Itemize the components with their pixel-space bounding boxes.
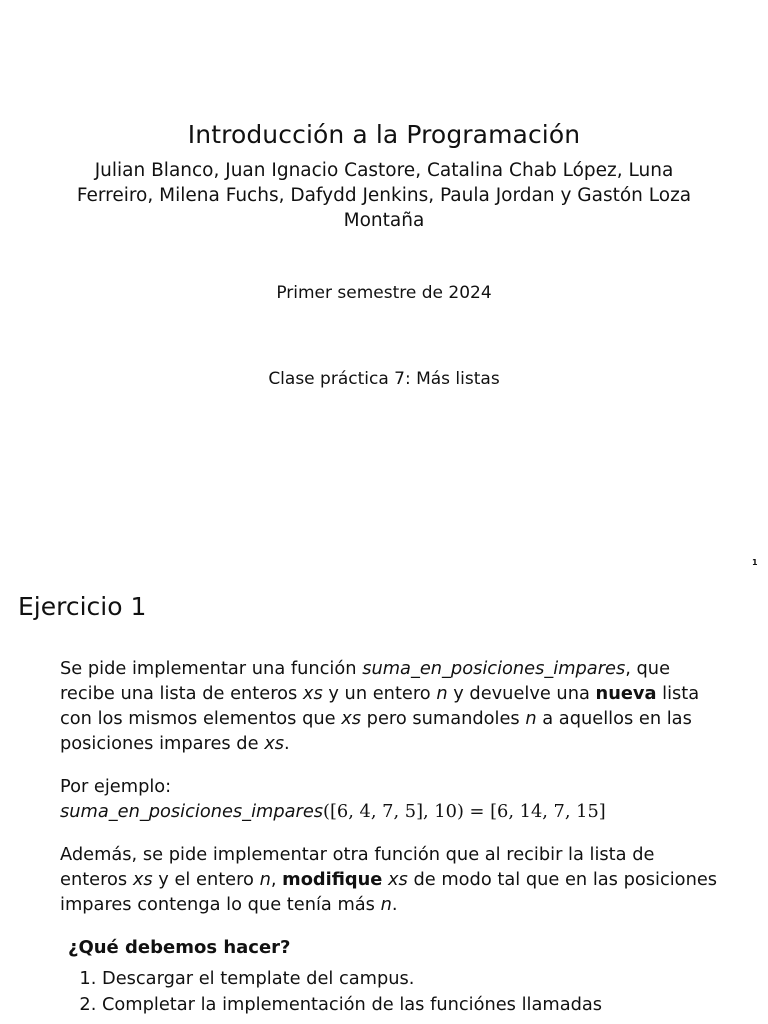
text: y el entero: [152, 869, 260, 890]
text: y devuelve una: [447, 683, 596, 704]
variable-n: n: [436, 683, 448, 704]
text: , que recibe una lista de enteros: [60, 658, 671, 704]
list-item: 2. Completar la implementación de las funciónes llamadas: [102, 992, 720, 1018]
variable-xs: xs: [388, 869, 408, 890]
paragraph-modify: [60, 842, 720, 917]
variable-n: n: [259, 869, 271, 890]
text: Se pide implementar una función: [60, 658, 363, 679]
paragraph-example: [60, 774, 720, 824]
text: Además, se pide implementar otra función que al recibir la lista de enteros: [60, 844, 655, 890]
bold-text: nueva: [595, 683, 657, 704]
date-line: Primer semestre de 2024: [276, 283, 492, 303]
variable-xs: xs: [264, 733, 284, 754]
paragraph-description: [60, 656, 720, 756]
variable-xs: xs: [302, 683, 323, 704]
text: y un entero: [322, 683, 437, 704]
list-item: 1. Descargar el template del campus.: [102, 966, 720, 992]
variable-n: n: [380, 894, 392, 915]
class-subtitle: Clase práctica 7: Más listas: [268, 369, 500, 389]
variable-xs: xs: [341, 708, 362, 729]
variable-xs: xs: [132, 869, 153, 890]
text: pero sumandoles: [361, 708, 526, 729]
page-number: 1: [752, 558, 758, 567]
example-expression: ([6, 4, 7, 5], 10) = [6, 14, 7, 15]: [323, 801, 606, 822]
authors-line: Julian Blanco, Juan Ignacio Castore, Catalina Chab López, Luna Ferreiro, Milena Fuchs, Dafydd Jenkins, Paula Jordan y Gastón Loza Montaña: [76, 160, 692, 231]
frame-title: Ejercicio 1: [18, 592, 147, 621]
function-name: suma_en_posiciones_impares: [60, 801, 324, 822]
example-intro: Por ejemplo:: [60, 776, 172, 797]
steps-list: [60, 966, 720, 1018]
text: lista con los mismos elementos que: [60, 683, 700, 729]
exercise-slide: [0, 576, 768, 1024]
text: .: [391, 894, 398, 915]
text: a aquellos en las posiciones impares de: [60, 708, 692, 754]
variable-n: n: [525, 708, 537, 729]
text: ,: [270, 869, 283, 890]
text: de modo tal que en las posiciones impares contenga lo que tenía más: [60, 869, 718, 915]
slide-body: [60, 656, 720, 1018]
block-title: ¿Qué debemos hacer?: [68, 937, 291, 958]
text: .: [284, 733, 290, 754]
function-name: suma_en_posiciones_impares: [362, 658, 626, 679]
bold-text: modifique: [282, 869, 383, 890]
presentation-title: Introducción a la Programación: [187, 120, 581, 149]
